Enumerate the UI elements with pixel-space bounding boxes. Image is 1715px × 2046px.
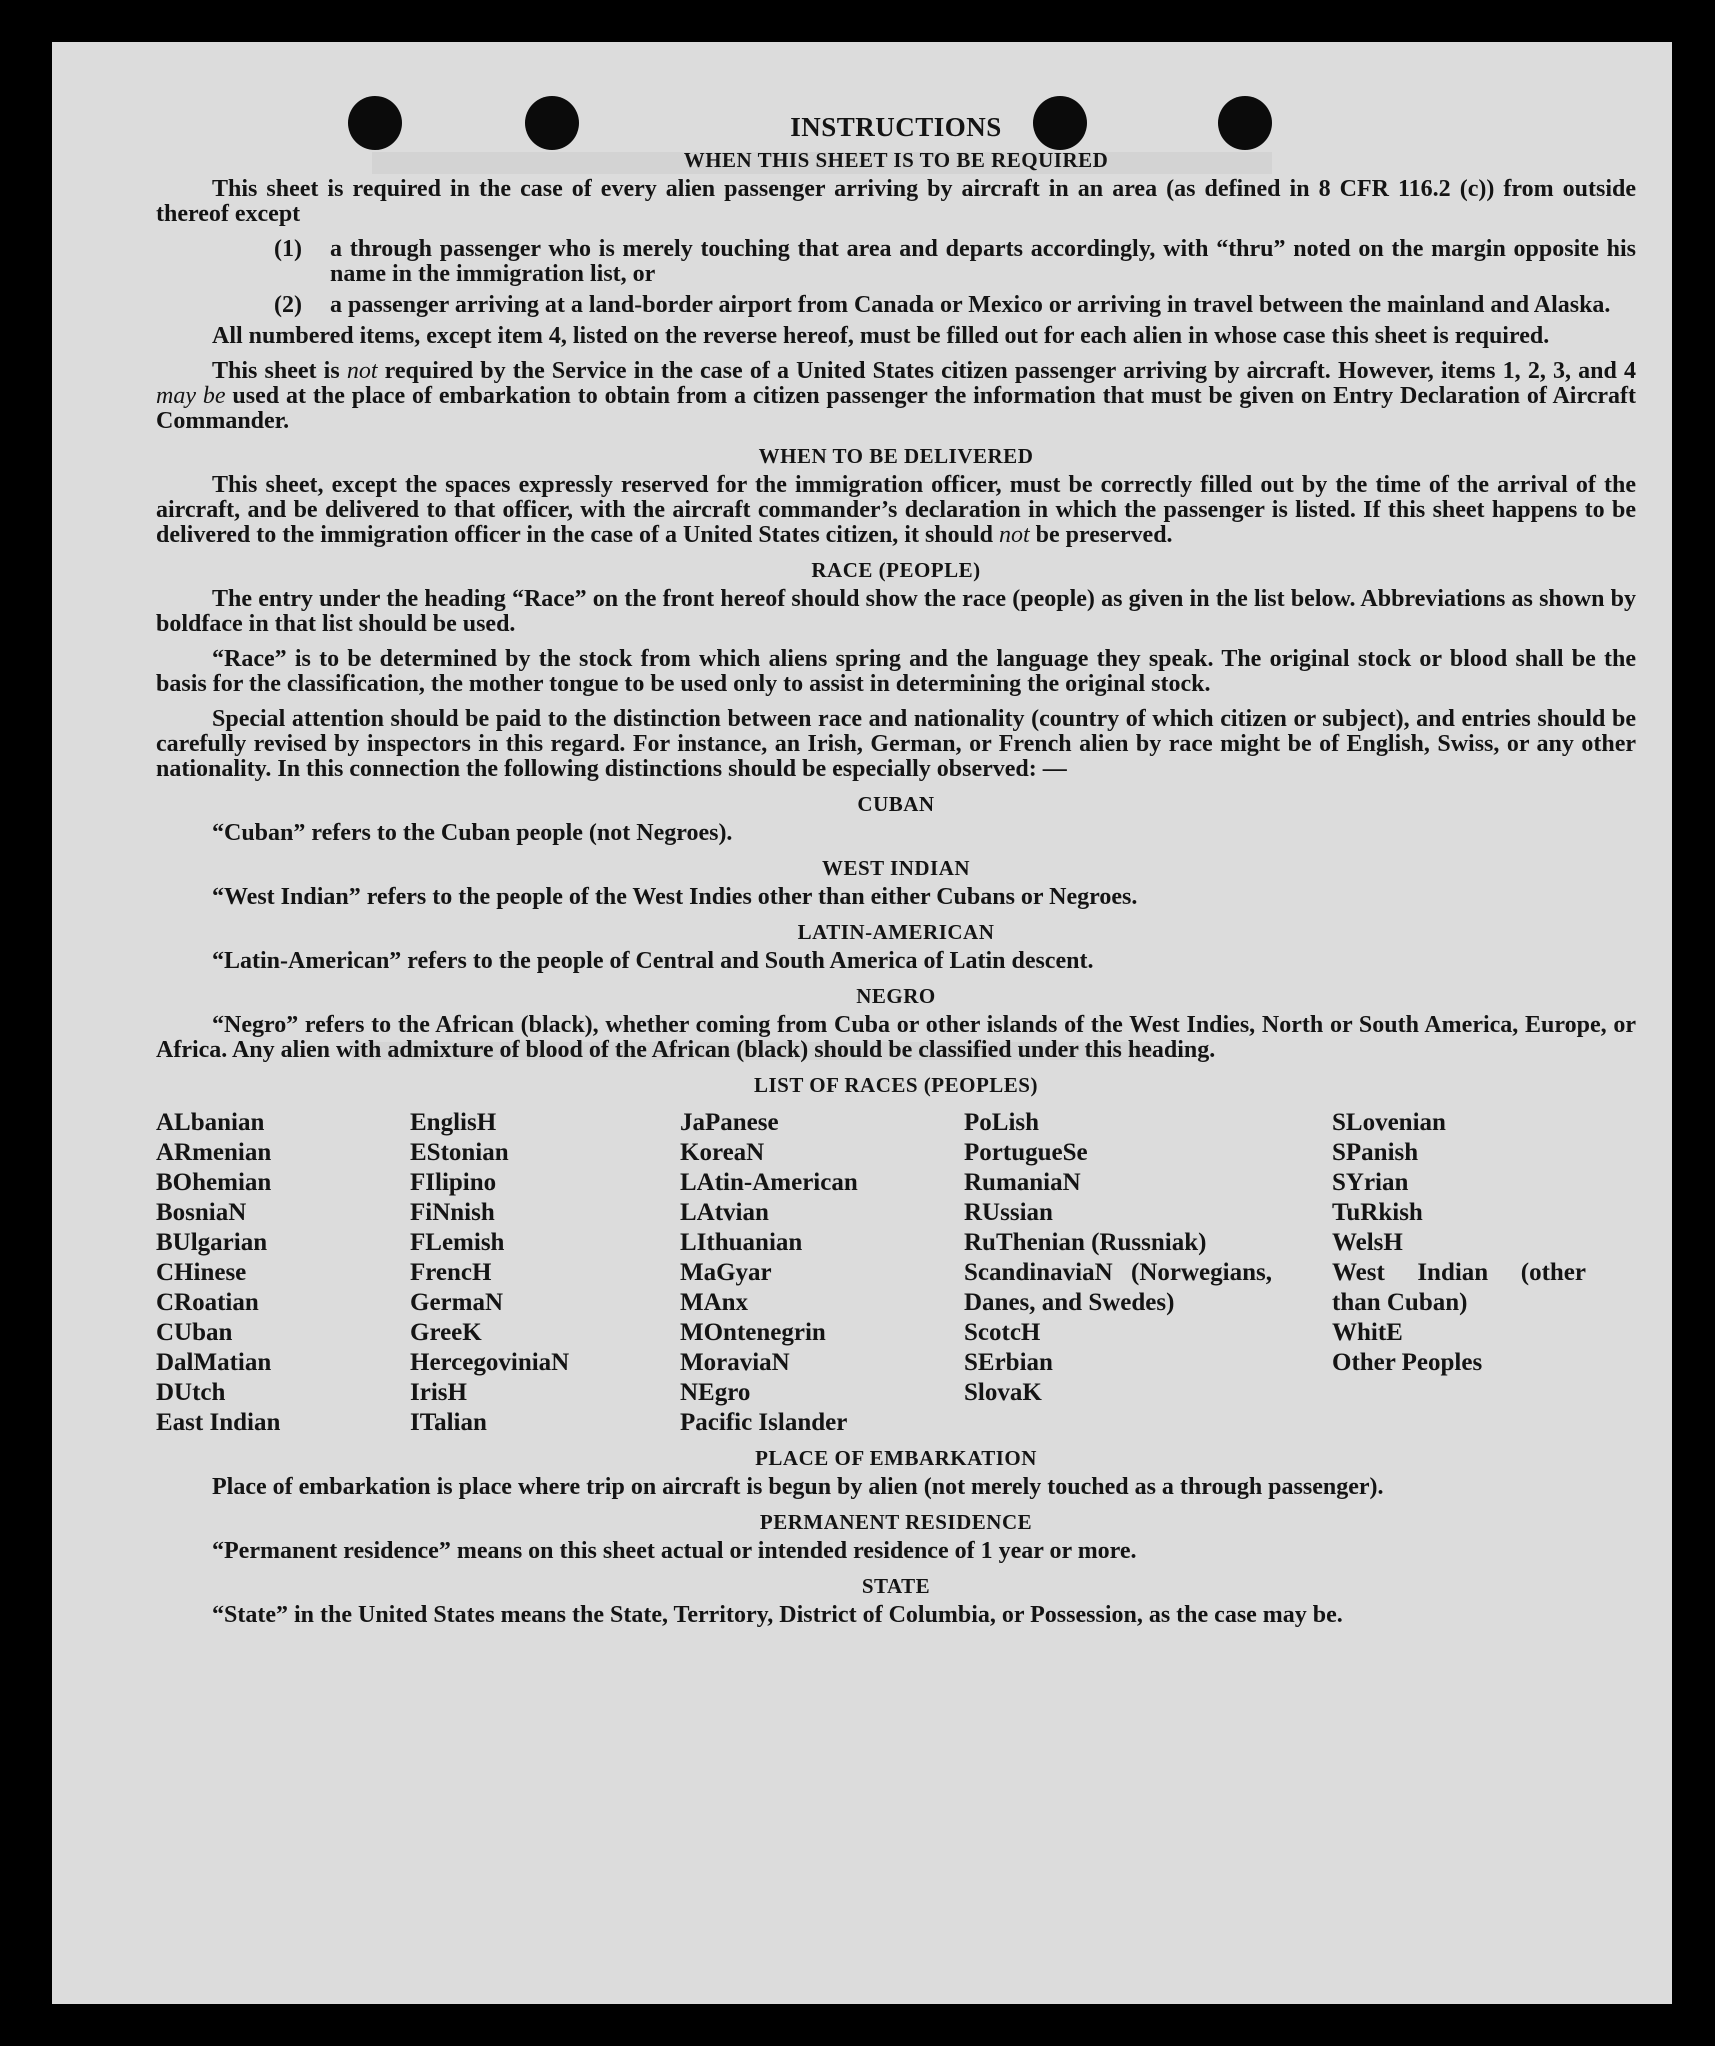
definition: “Permanent residence” means on this sheet actual or intended residence of 1 year or more. [212, 1538, 1137, 1564]
section-heading: LIST OF RACES (PEOPLES) [754, 1073, 1038, 1097]
race-entry: DUtch [156, 1379, 226, 1406]
race-entry: FIlipino [410, 1169, 497, 1196]
italic-text: may be [156, 383, 226, 409]
race-entry: MAnx [680, 1289, 749, 1316]
race-entry: LAtvian [680, 1199, 769, 1226]
item-number: (2) [274, 292, 302, 318]
race-entry: SErbian [964, 1349, 1053, 1376]
text-run: used at the place of embarkation to obtain from a citizen passenger the information that must be given on Entry Declaration of Aircraft Commander. [156, 383, 1636, 434]
paragraph: “State” in the United States means the State, Territory, District of Columbia, or Possession, as the case may be. [212, 1602, 1343, 1628]
definition: “Cuban” refers to the Cuban people (not Negroes). [212, 820, 733, 846]
section-heading: LATIN-AMERICAN [797, 920, 995, 944]
section-heading: STATE [861, 1574, 931, 1598]
race-entry: KoreaN [680, 1139, 765, 1166]
race-entry: WelsH [1332, 1229, 1403, 1256]
definition: “West Indian” refers to the people of the West Indies other than either Cubans or Negroes. [212, 884, 1138, 910]
section-heading: WHEN TO BE DELIVERED [758, 444, 1034, 468]
race-entry: SPanish [1332, 1139, 1419, 1166]
race-entry: West Indian (other than Cuban) [1332, 1259, 1586, 1316]
race-entry: LAtin-American [680, 1169, 858, 1196]
race-entry: SlovaK [964, 1379, 1042, 1406]
section-heading: WHEN THIS SHEET IS TO BE REQUIRED [683, 148, 1109, 172]
section-heading: PLACE OF EMBARKATION [755, 1446, 1037, 1470]
race-entry: BUlgarian [156, 1229, 268, 1256]
document-page [52, 42, 1672, 2004]
race-list [156, 1108, 1636, 1438]
paragraph: “Negro” refers to the African (black), whether coming from Cuba or other islands of the West Indies, North or South America, Europe, or Africa. Any alien with admixture of blood of the African (black) should be classified under this heading. [156, 1012, 1636, 1063]
race-entry: BOhemian [156, 1169, 272, 1196]
race-entry: WhitE [1332, 1319, 1403, 1346]
race-entry: RuThenian (Russniak) [964, 1229, 1207, 1256]
paragraph: Place of embarkation is place where trip on aircraft is begun by alien (not merely touched as a through passenger). [212, 1474, 1384, 1500]
race-column [156, 1108, 410, 1438]
numbered-item [274, 237, 1636, 287]
italic-text: not [346, 358, 378, 384]
race-entry: NEgro [680, 1379, 751, 1406]
race-entry: GermaN [410, 1289, 504, 1316]
paragraph: All numbered items, except item 4, listed on the reverse hereof, must be filled out for each alien in whose case this sheet is required. [212, 323, 1550, 349]
race-entry: MaGyar [680, 1259, 772, 1286]
race-entry: SYrian [1332, 1169, 1409, 1196]
race-entry: RumaniaN [964, 1169, 1081, 1196]
text-run: be preserved. [1029, 522, 1173, 548]
race-entry: MOntenegrin [680, 1319, 826, 1346]
race-entry: RUssian [964, 1199, 1053, 1226]
section-heading: NEGRO [856, 984, 936, 1008]
paragraph: Special attention should be paid to the distinction between race and nationality (country of which citizen or subject), and entries should be carefully revised by inspectors in this regard. For instance, an Irish, German, or French alien by race might be of English, Swiss, or any other nationality. In this connection the following distinctions should be especially observed: — [156, 706, 1636, 782]
race-entry: HercegoviniaN [410, 1349, 570, 1376]
race-column [964, 1108, 1332, 1438]
text-run: required by the Service in the case of a United States citizen passenger arriving by aircraft. However, items 1, 2, 3, and 4 [377, 358, 1636, 384]
paragraph: The entry under the heading “Race” on the front hereof should show the race (people) as given in the list below. Abbreviations as shown by boldface in that list should be used. [156, 586, 1636, 637]
paragraph: “Race” is to be determined by the stock from which aliens spring and the language they speak. The original stock or blood shall be the basis for the classification, the mother tongue to be used only to assist in determining the original stock. [156, 646, 1636, 697]
race-entry: Other Peoples [1332, 1349, 1483, 1376]
race-entry: SLovenian [1332, 1109, 1446, 1136]
paragraph [156, 359, 1636, 434]
race-entry: ALbanian [156, 1109, 265, 1136]
race-entry: LIthuanian [680, 1229, 803, 1256]
race-column [410, 1108, 680, 1438]
race-entry: FLemish [410, 1229, 505, 1256]
italic-text: not [999, 522, 1030, 548]
race-entry: DalMatian [156, 1349, 272, 1376]
race-entry: EnglisH [410, 1109, 497, 1136]
race-entry: East Indian [156, 1409, 281, 1436]
race-entry: CHinese [156, 1259, 247, 1286]
item-number: (1) [274, 236, 302, 262]
race-entry: BosniaN [156, 1199, 247, 1226]
text-run: This sheet, except the spaces expressly reserved for the immigration officer, must be correctly filled out by the time of the arrival of the aircraft, and be delivered to that officer, with the aircraft commander’s declaration in which the passenger is listed. If this sheet happens to be delivered to the immigration officer in the case of a United States citizen, it should [156, 472, 1636, 548]
race-entry: TuRkish [1332, 1199, 1423, 1226]
section-heading: RACE (PEOPLE) [811, 558, 981, 582]
race-entry: ScandinaviaN (Norwegians, Danes, and Swedes) [964, 1259, 1272, 1316]
race-entry: PoLish [964, 1109, 1040, 1136]
definition: “Latin-American” refers to the people of Central and South America of Latin descent. [212, 948, 1094, 974]
race-entry: FrencH [410, 1259, 492, 1286]
race-entry: CUban [156, 1319, 233, 1346]
page-title: INSTRUCTIONS [790, 112, 1002, 142]
race-column [680, 1108, 964, 1438]
section-heading: CUBAN [857, 792, 935, 816]
item-text: a through passenger who is merely touching that area and departs accordingly, with “thru” noted on the margin opposite his name in the immigration list, or [330, 236, 1636, 287]
section-heading: WEST INDIAN [821, 856, 971, 880]
paragraph [156, 473, 1636, 548]
race-entry: ScotcH [964, 1319, 1041, 1346]
race-entry: ITalian [410, 1409, 487, 1436]
race-entry: ARmenian [156, 1139, 272, 1166]
race-entry: EStonian [410, 1139, 509, 1166]
race-entry: PortugueSe [964, 1139, 1088, 1166]
instructions-body [156, 112, 1636, 1638]
numbered-item [274, 293, 1636, 318]
paragraph: This sheet is required in the case of every alien passenger arriving by aircraft in an area (as defined in 8 CFR 116.2 (c)) from outside thereof except [156, 176, 1636, 227]
text-run: This sheet is [212, 358, 347, 384]
race-entry: JaPanese [680, 1109, 779, 1136]
race-entry: GreeK [410, 1319, 482, 1346]
race-entry: Pacific Islander [680, 1409, 848, 1436]
race-entry: IrisH [410, 1379, 467, 1406]
section-heading: PERMANENT RESIDENCE [759, 1510, 1033, 1534]
race-entry: CRoatian [156, 1289, 259, 1316]
race-entry: MoraviaN [680, 1349, 790, 1376]
item-text: a passenger arriving at a land-border airport from Canada or Mexico or arriving in travel between the mainland and Alaska. [330, 292, 1611, 318]
race-entry: FiNnish [410, 1199, 495, 1226]
race-column [1332, 1108, 1586, 1438]
